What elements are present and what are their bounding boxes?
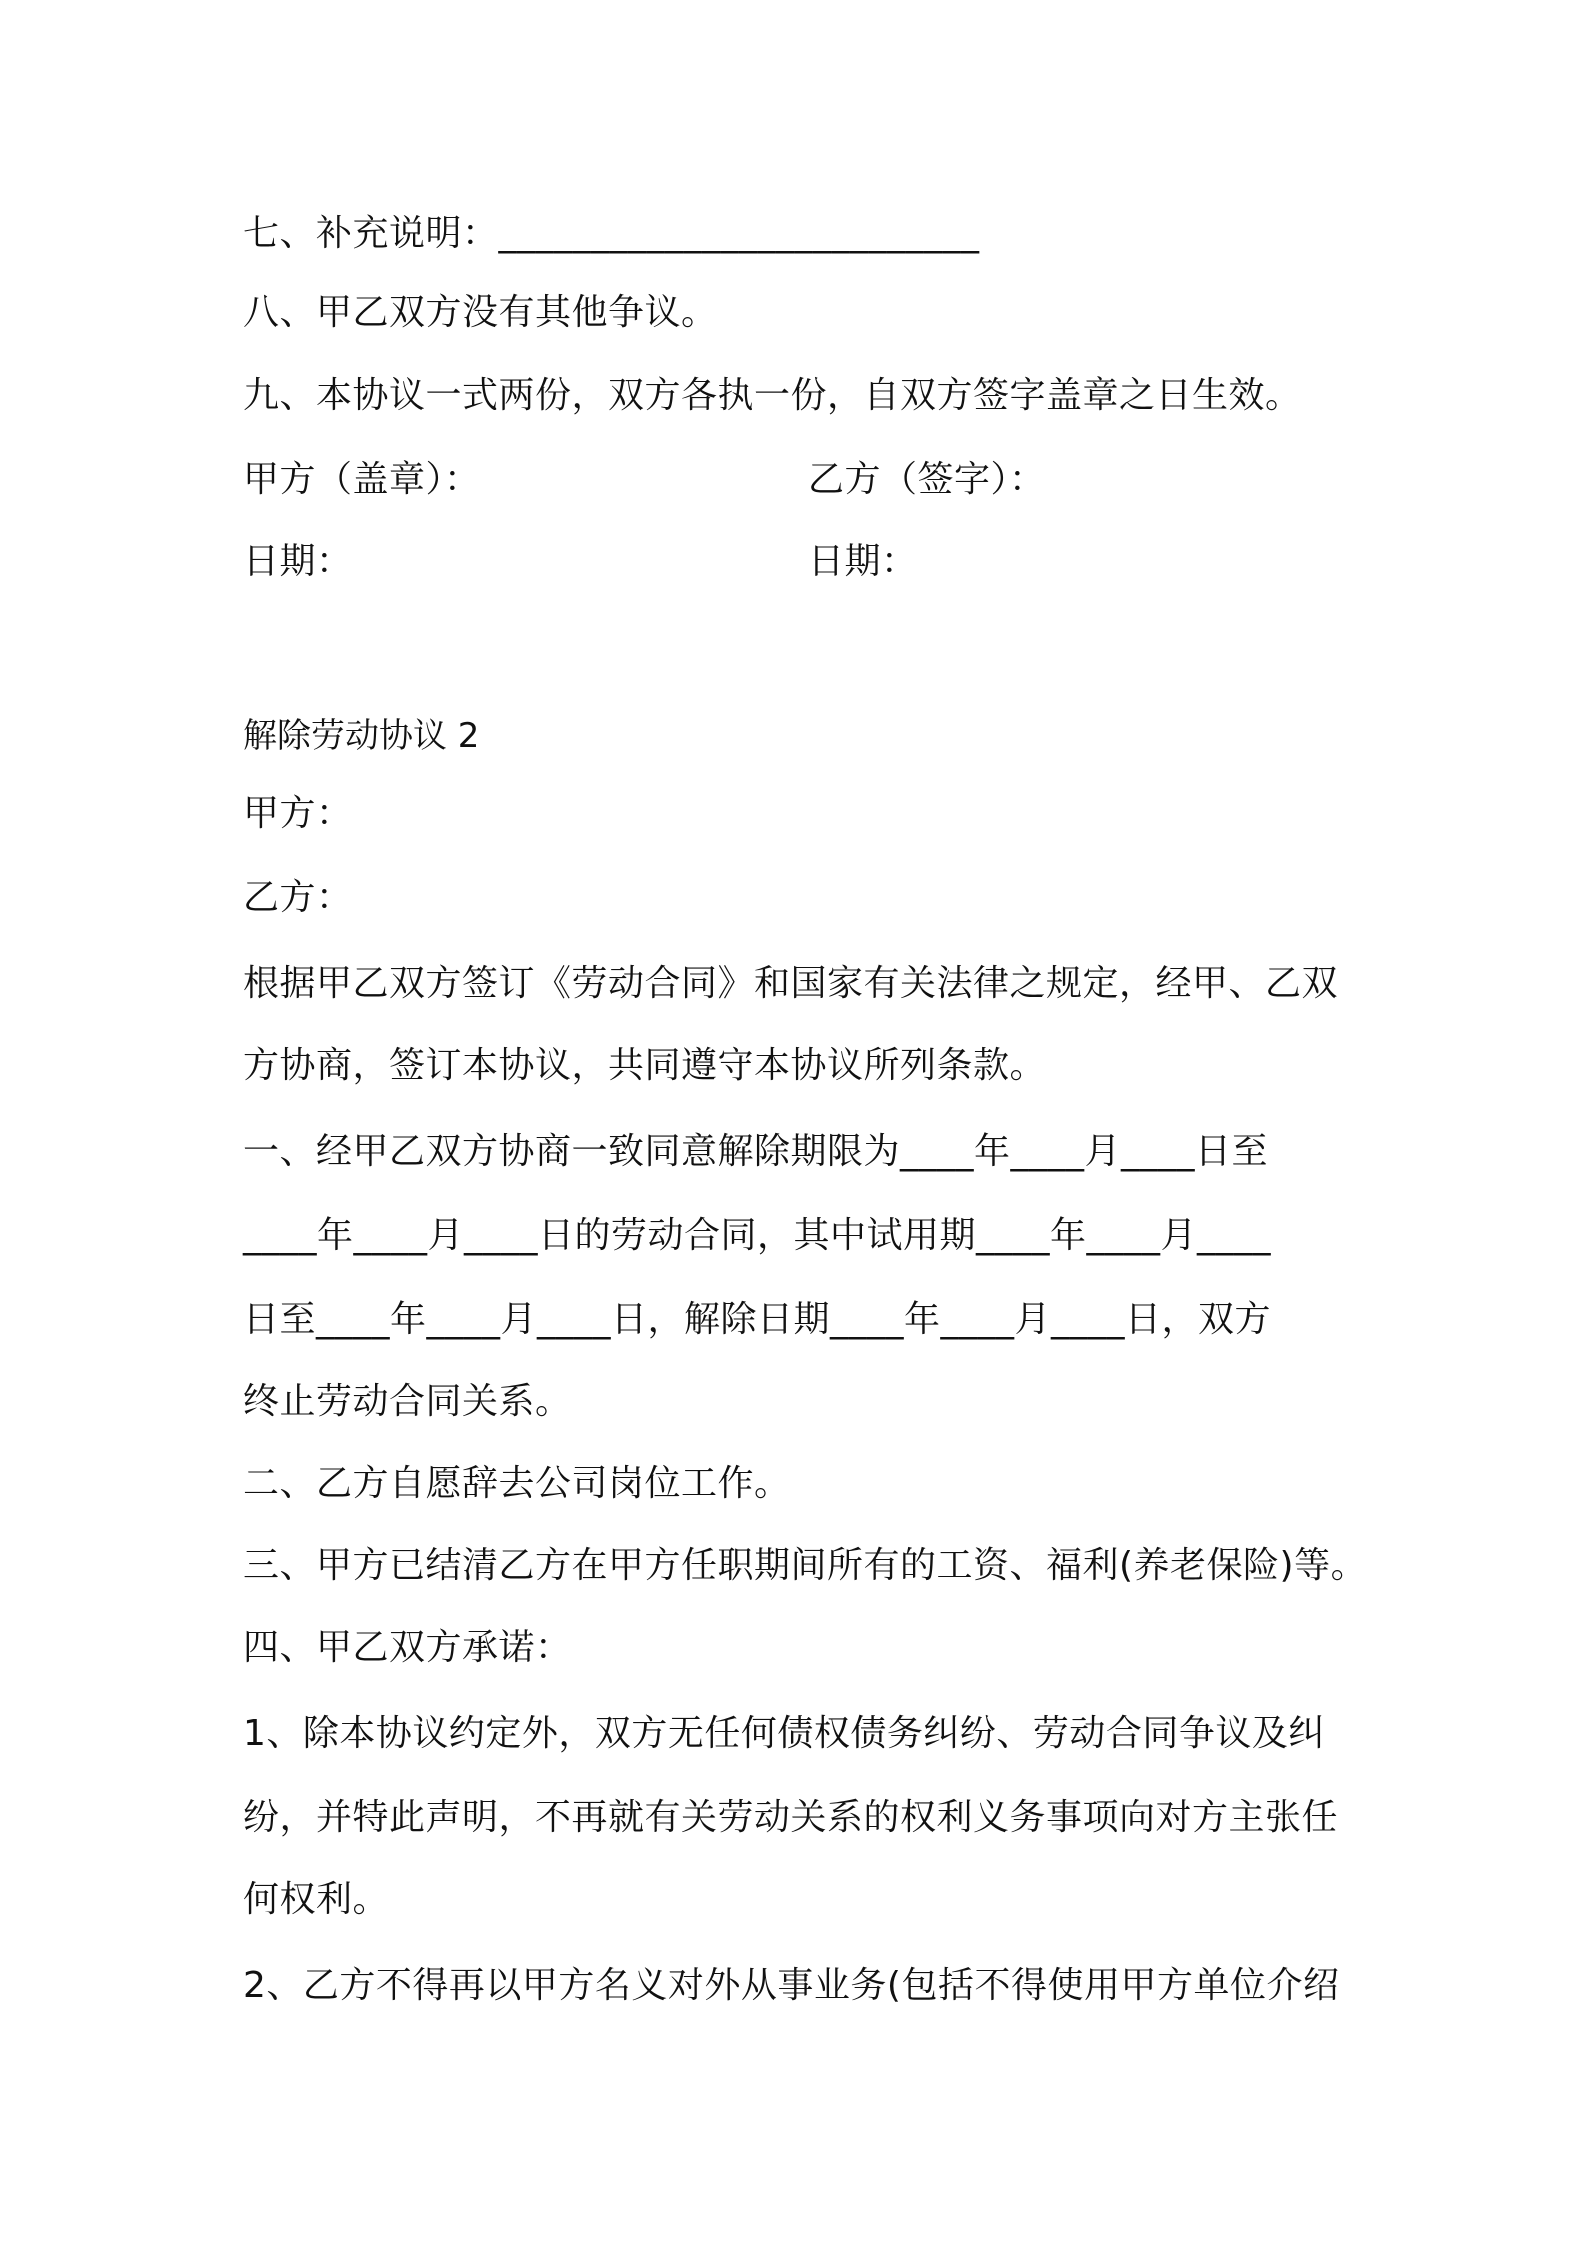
party-a-seal-label: 甲方（盖章）： xyxy=(243,459,481,500)
clause-1-line-1: 一、经甲乙双方协商一致同意解除期限为____年____月____日至 xyxy=(243,1131,1269,1172)
clause-2-resign: 二、乙方自愿辞去公司岗位工作。 xyxy=(243,1463,791,1504)
clause-4-2-line-1: 2、乙方不得再以甲方名义对外从事业务(包括不得使用甲方单位介绍 xyxy=(243,1965,1340,2006)
clause-4-promise: 四、甲乙双方承诺： xyxy=(243,1627,572,1668)
clause-4-1-line-3: 何权利。 xyxy=(243,1879,390,1920)
signature-row xyxy=(243,456,481,504)
party-a-date-label: 日期： xyxy=(243,541,353,582)
signature-row-right xyxy=(808,456,1046,504)
party-b-date-label: 日期： xyxy=(808,541,918,582)
clause-1-line-4: 终止劳动合同关系。 xyxy=(243,1381,572,1422)
clause-3-settled: 三、甲方已结清乙方在甲方任职期间所有的工资、福利(养老保险)等。 xyxy=(243,1545,1368,1586)
clause-4-1-line-1: 1、除本协议约定外，双方无任何债权债务纠纷、劳动合同争议及纠 xyxy=(243,1713,1325,1754)
agreement-2-title: 解除劳动协议 2 xyxy=(243,716,480,756)
party-a-label: 甲方： xyxy=(243,793,353,834)
clause-1-line-3: 日至____年____月____日，解除日期____年____月____日，双方 xyxy=(243,1299,1272,1340)
date-row xyxy=(243,538,353,586)
clause-4-1-line-2: 纷，并特此声明，不再就有关劳动关系的权利义务事项向对方主张任 xyxy=(243,1797,1339,1838)
clause-8-no-dispute: 八、甲乙双方没有其他争议。 xyxy=(243,292,718,333)
clause-9-copies: 九、本协议一式两份，双方各执一份，自双方签字盖章之日生效。 xyxy=(243,375,1302,416)
preamble-line-1: 根据甲乙双方签订《劳动合同》和国家有关法律之规定，经甲、乙双 xyxy=(243,963,1339,1004)
clause-7-supplement: 七、补充说明：__________________________ xyxy=(243,213,980,254)
party-b-sign-label: 乙方（签字）： xyxy=(808,459,1046,500)
date-row-right xyxy=(808,538,918,586)
clause-1-line-2: ____年____月____日的劳动合同，其中试用期____年____月____ xyxy=(243,1215,1272,1256)
party-b-label: 乙方： xyxy=(243,877,353,918)
preamble-line-2: 方协商，签订本协议，共同遵守本协议所列条款。 xyxy=(243,1045,1047,1086)
